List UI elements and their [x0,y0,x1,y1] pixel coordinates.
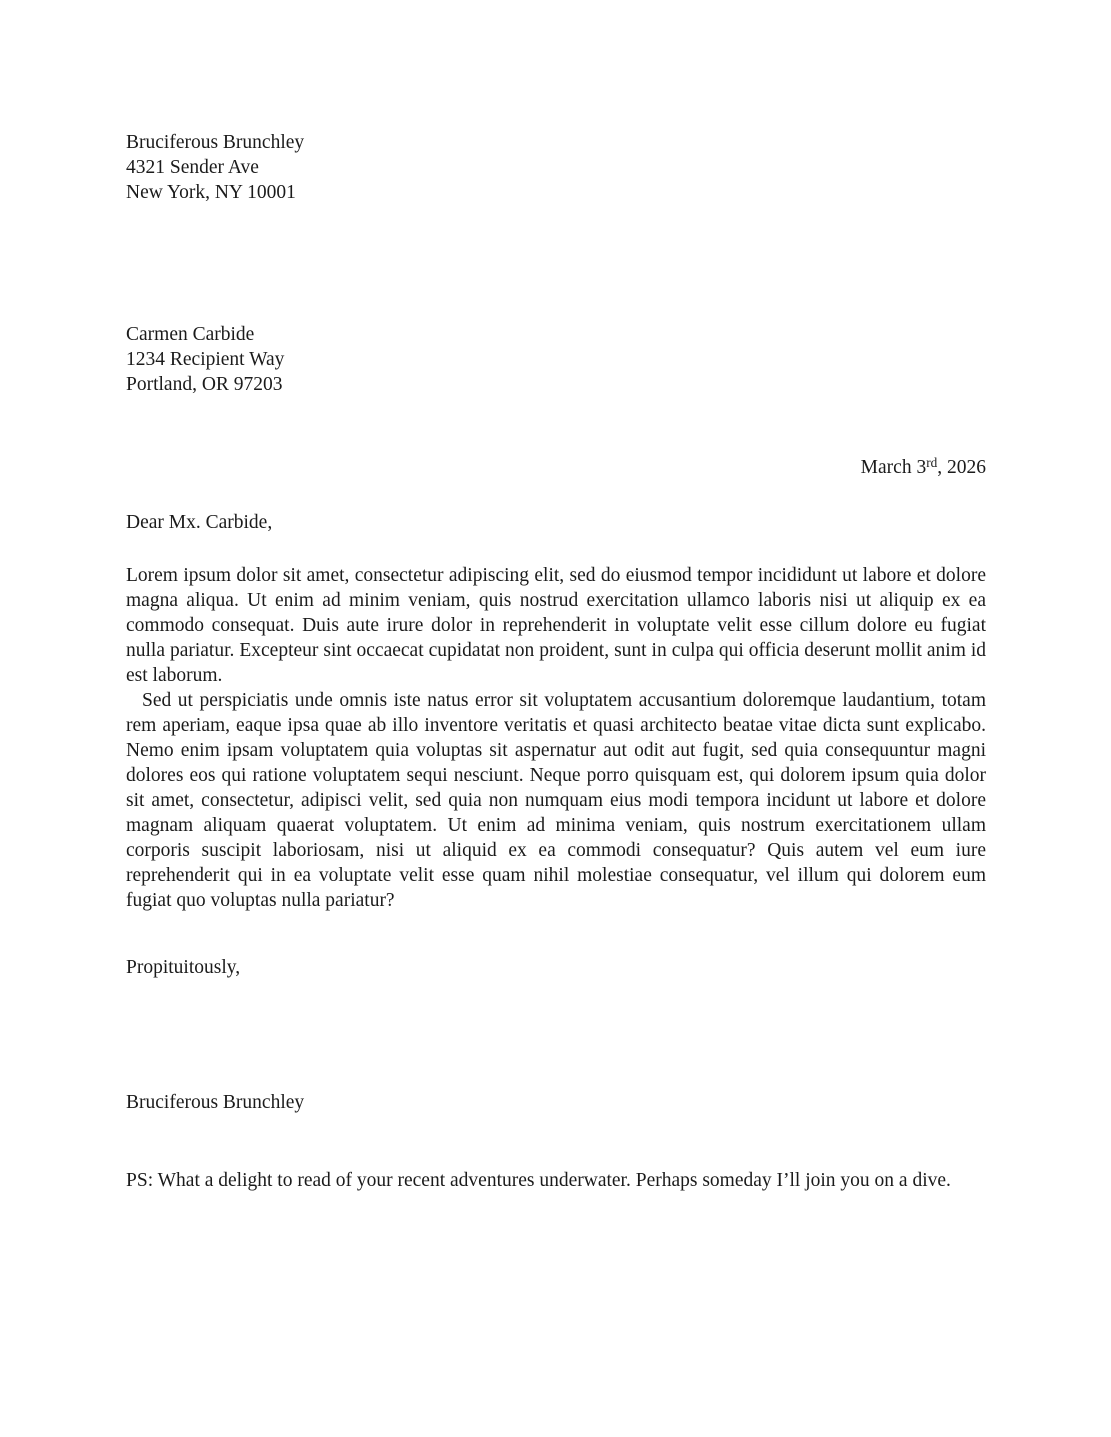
letter-content [126,0,986,1193]
body-paragraph-2: Sed ut perspiciatis unde omnis iste natus error sit voluptatem accusantium doloremque laudantium, totam rem aperiam, eaque ipsa quae ab illo inventore veritatis et quasi architecto beatae vitae dicta sunt explicabo. Nemo enim ipsam voluptatem quia voluptas sit aspernatur aut odit aut fugit, sed quia consequuntur magni dolores eos qui ratione voluptatem sequi nesciunt. Neque porro quisquam est, qui dolorem ipsum quia dolor sit amet, consectetur, adipisci velit, sed quia non numquam eius modi tempora incidunt ut labore et dolore magnam aliquam quaerat voluptatem. Ut enim ad minima veniam, quis nostrum exercitationem ullam corporis suscipit laboriosam, nisi ut aliquid ex ea commodi consequatur? Quis autem vel eum iure reprehenderit qui in ea voluptate velit esse quam nihil molestiae consequatur, vel illum qui dolorem eum fugiat quo voluptas nulla pariatur? [126,690,986,911]
closing-valediction: Propituitously, [126,957,241,978]
date-rest: , 2026 [937,457,986,478]
postscript: PS: What a delight to read of your recent adventures underwater. Perhaps someday I’ll join you on a dive. [126,1170,951,1191]
date-main: March 3 [860,457,927,478]
letter-body [126,563,986,913]
sender-address-block [126,130,986,205]
recipient-address-block [126,322,986,397]
salutation: Dear Mx. Carbide, [126,512,273,533]
sender-street: 4321 Sender Ave [126,157,259,178]
date-ordinal-suffix: rd [926,455,938,471]
recipient-street: 1234 Recipient Way [126,349,285,370]
recipient-city: Portland, OR 97203 [126,374,283,395]
body-paragraph-1: Lorem ipsum dolor sit amet, consectetur adipiscing elit, sed do eiusmod tempor incididunt ut labore et dolore magna aliqua. Ut enim ad minim veniam, quis nostrud exercitation ullamco laboris nisi ut aliquip ex ea commodo consequat. Duis aute irure dolor in reprehenderit in voluptate velit esse cillum dolore eu fugiat nulla pariatur. Excepteur sint occaecat cupidatat non proident, sunt in culpa qui officia deserunt mollit anim id est laborum. [126,565,986,686]
recipient-name: Carmen Carbide [126,324,255,345]
signature-name: Bruciferous Brunchley [126,1092,305,1113]
sender-name: Bruciferous Brunchley [126,132,305,153]
date-line [126,455,986,480]
sender-city: New York, NY 10001 [126,182,296,203]
